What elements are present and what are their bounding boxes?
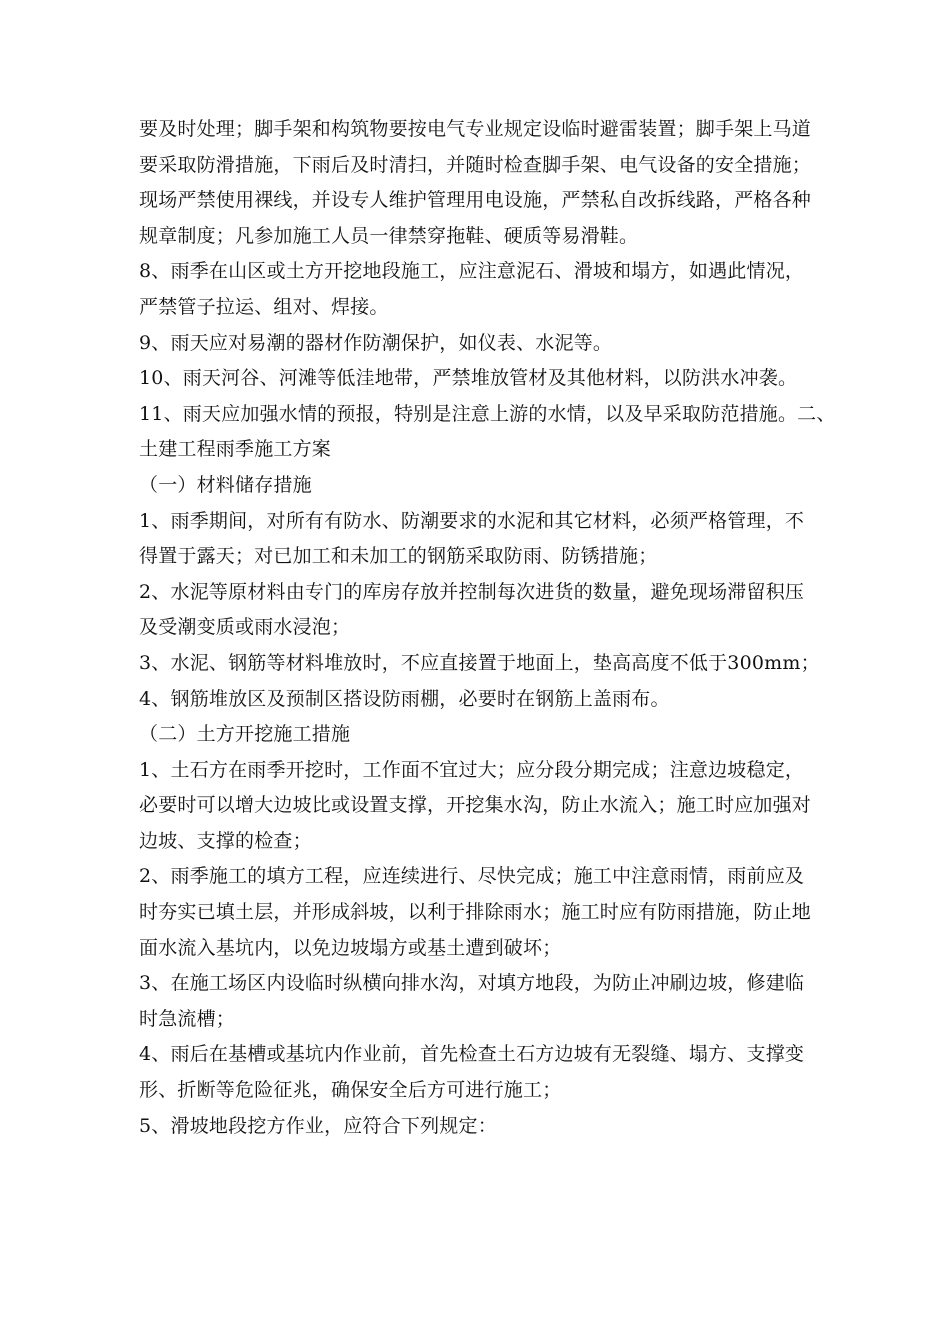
subsection-heading: （二）土方开挖施工措施 — [139, 723, 351, 746]
text-line: 时急流槽； — [139, 1007, 236, 1030]
text-line: 8、雨季在山区或土方开挖地段施工，应注意泥石、滑坡和塌方，如遇此情况， — [139, 260, 805, 283]
text-line: 及受潮变质或雨水浸泡； — [139, 616, 351, 639]
text-line: 2、雨季施工的填方工程，应连续进行、尽快完成；施工中注意雨情，雨前应及 — [139, 865, 805, 888]
text-line: 11、雨天应加强水情的预报，特别是注意上游的水情，以及早采取防范措施。二、 — [139, 402, 836, 425]
text-line: 得置于露天；对已加工和未加工的钢筋采取防雨、防锈措施； — [139, 545, 658, 568]
text-line: 要采取防滑措施，下雨后及时清扫，并随时检查脚手架、电气设备的安全措施； — [139, 153, 812, 176]
text-line: 2、水泥等原材料由专门的库房存放并控制每次进货的数量，避免现场滞留积压 — [139, 580, 805, 603]
subsection-heading: （一）材料储存措施 — [139, 473, 312, 496]
text-line: 1、土石方在雨季开挖时，工作面不宜过大；应分段分期完成；注意边坡稳定， — [139, 758, 805, 781]
text-line: 3、在施工场区内设临时纵横向排水沟，对填方地段，为防止冲刷边坡，修建临 — [139, 972, 805, 995]
text-line: 9、雨天应对易潮的器材作防潮保护，如仪表、水泥等。 — [139, 331, 613, 354]
text-line: 必要时可以增大边坡比或设置支撑，开挖集水沟，防止水流入；施工时应加强对 — [139, 794, 812, 817]
text-line: 5、滑坡地段挖方作业，应符合下列规定： — [139, 1114, 497, 1137]
text-line: 严禁管子拉运、组对、焊接。 — [139, 295, 389, 318]
text-line: 4、钢筋堆放区及预制区搭设防雨棚，必要时在钢筋上盖雨布。 — [139, 687, 670, 710]
text-line: 现场严禁使用裸线，并设专人维护管理用电设施，严禁私自改拆线路，严格各种 — [139, 189, 812, 212]
text-line: 时夯实已填土层，并形成斜坡，以利于排除雨水；施工时应有防雨措施，防止地 — [139, 901, 812, 924]
text-line: 10、雨天河谷、河滩等低洼地带，严禁堆放管材及其他材料，以防洪水冲袭。 — [139, 367, 798, 390]
text-line: 3、水泥、钢筋等材料堆放时，不应直接置于地面上，垫高高度不低于300mm； — [139, 651, 820, 674]
text-line: 1、雨季期间，对所有有防水、防潮要求的水泥和其它材料，必须严格管理，不 — [139, 509, 805, 532]
text-line: 面水流入基坑内，以免边坡塌方或基土遭到破坏； — [139, 936, 562, 959]
document-body — [139, 112, 839, 1144]
text-line: 要及时处理；脚手架和构筑物要按电气专业规定设临时避雷装置；脚手架上马道 — [139, 118, 812, 140]
text-line: 边坡、支撑的检查； — [139, 829, 312, 852]
section-heading: 土建工程雨季施工方案 — [139, 438, 332, 461]
text-line: 规章制度；凡参加施工人员一律禁穿拖鞋、硬质等易滑鞋。 — [139, 224, 639, 247]
text-line: 4、雨后在基槽或基坑内作业前，首先检查土石方边坡有无裂缝、塌方、支撑变 — [139, 1043, 805, 1066]
text-line: 形、折断等危险征兆，确保安全后方可进行施工； — [139, 1079, 562, 1102]
